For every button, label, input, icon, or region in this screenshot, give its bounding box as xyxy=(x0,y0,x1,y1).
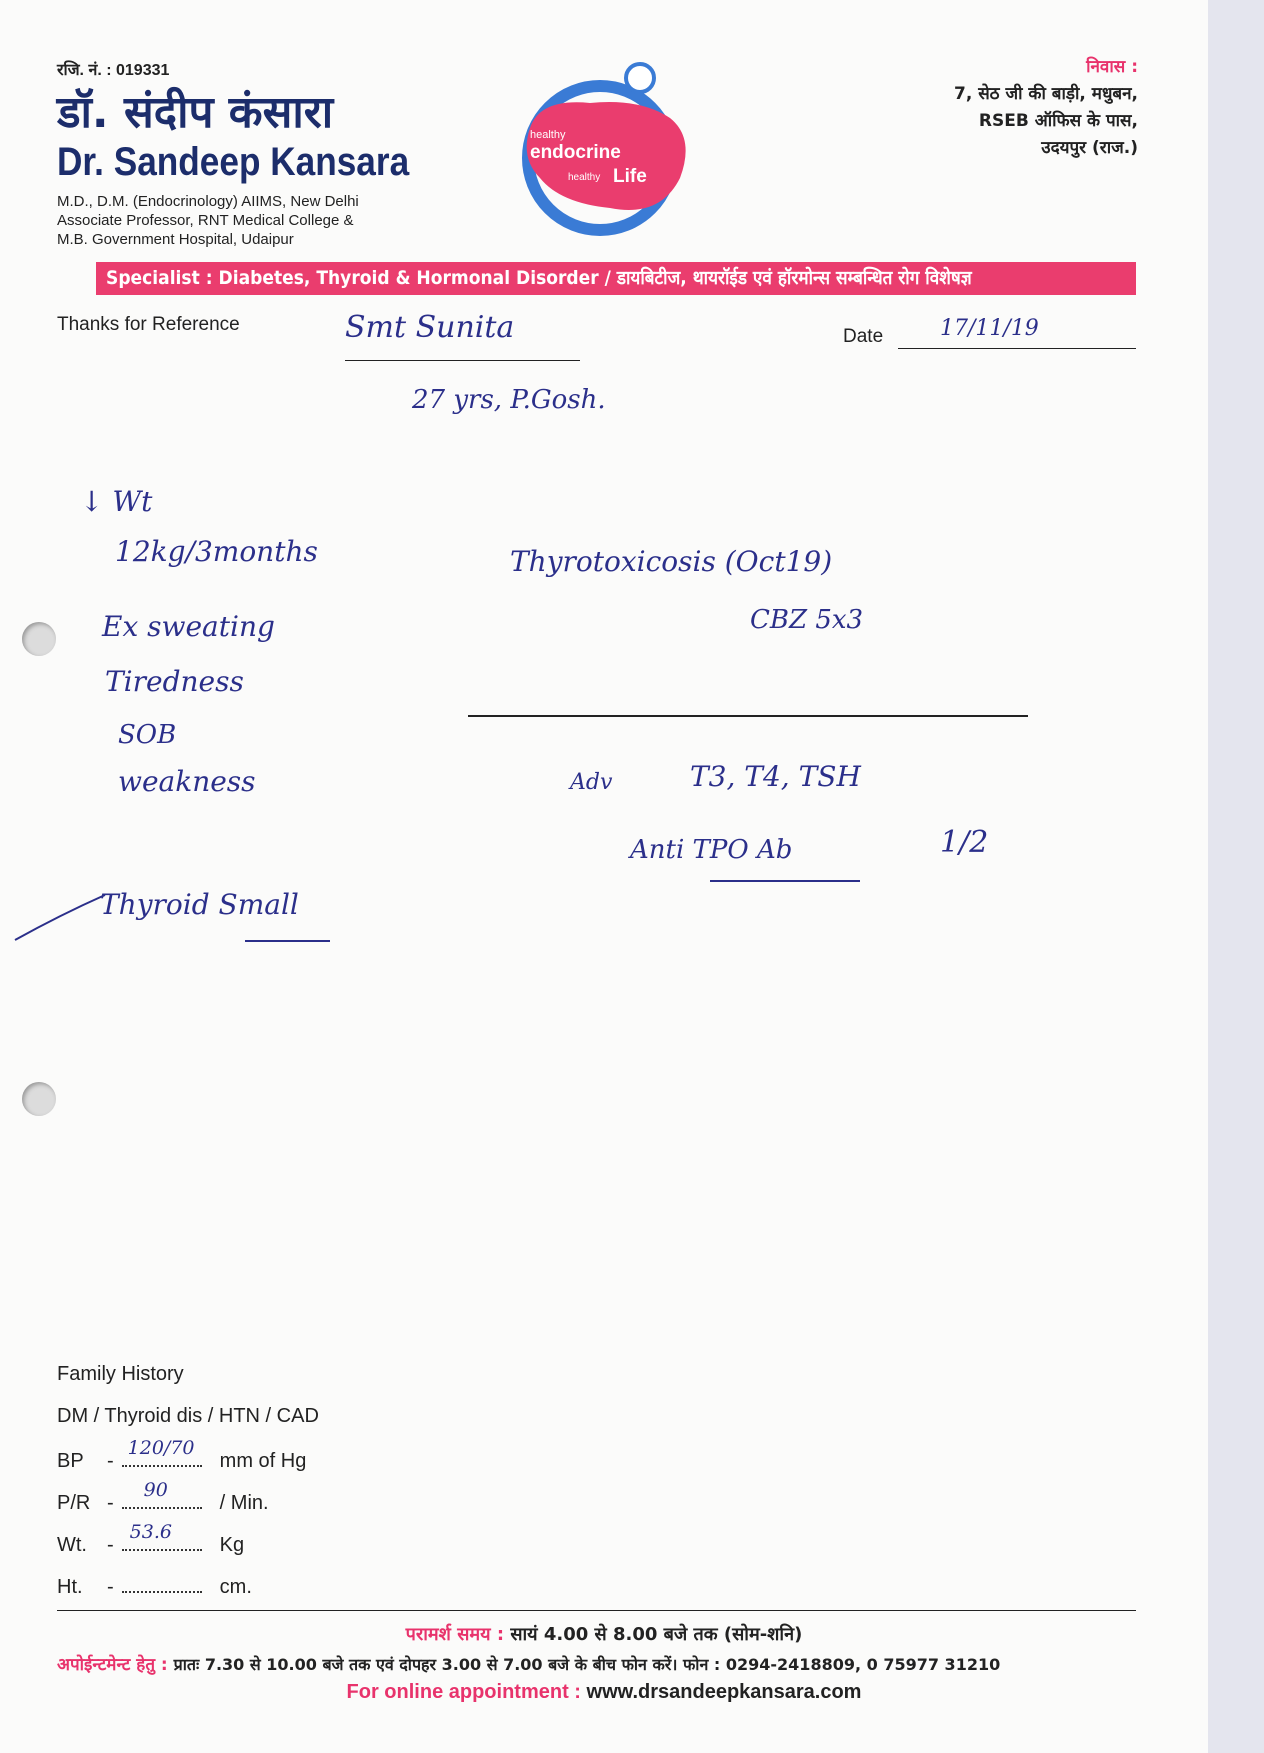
thanks-label: Thanks for Reference xyxy=(57,314,240,335)
family-history-title: Family History xyxy=(57,1363,184,1385)
date-label: Date xyxy=(843,326,884,347)
advice-more: Anti TPO Ab xyxy=(630,835,793,865)
thyroid-underline xyxy=(245,940,330,942)
treatment: CBZ 5x3 xyxy=(750,605,864,635)
online-label: For online appointment : xyxy=(346,1681,581,1703)
footer-rule xyxy=(57,1610,1136,1611)
punch-hole xyxy=(22,1082,56,1116)
logo-text: healthy xyxy=(530,129,566,141)
appointment-text: प्रातः 7.30 से 10.00 बजे तक एवं दोपहर 3.00 से 7.00 बजे के बीच फोन करें। फोन : 0294-2418809, 0 75977 31210 xyxy=(173,1655,1001,1674)
address-line: RSEB ऑफिस के पास, xyxy=(978,111,1138,131)
appointment-label: अपोईन्टमेन्ट हेतु : xyxy=(57,1655,168,1675)
website-link[interactable]: www.drsandeepkansara.com xyxy=(586,1681,862,1703)
complaint-tiredness: Tiredness xyxy=(105,665,244,698)
vital-value: 53.6 xyxy=(129,1521,172,1543)
date-value: 17/11/19 xyxy=(940,316,1039,341)
banner-text: Specialist : Diabetes, Thyroid & Hormonal Disorder / डायबिटीज, थायरॉईड एवं हॉरमोन्स सम्बन्धित रोग विशेषज्ञ xyxy=(106,267,972,289)
referred-name: Smt Sunita xyxy=(345,310,515,345)
qualifications xyxy=(57,192,359,249)
qualification-line: Associate Professor, RNT Medical College & xyxy=(57,212,354,229)
advice-underline xyxy=(710,880,860,882)
advice-label: Adv xyxy=(570,770,613,795)
vital-unit: mm of Hg xyxy=(219,1450,307,1472)
family-history-conditions: DM / Thyroid dis / HTN / CAD xyxy=(57,1405,319,1427)
vital-weight: Wt. - 53.6 Kg xyxy=(57,1521,245,1556)
signature: 1/2 xyxy=(940,825,989,860)
complaint-weight-loss: ↓ Wt xyxy=(80,485,153,518)
vital-pr: P/R - 90 / Min. xyxy=(57,1479,269,1514)
qualification-line: M.B. Government Hospital, Udaipur xyxy=(57,231,294,248)
diagnosis: Thyrotoxicosis (Oct19) xyxy=(510,545,833,578)
appointment-info xyxy=(57,1652,1000,1675)
vital-height: Ht. - cm. xyxy=(57,1576,252,1598)
vital-label: BP xyxy=(57,1450,84,1472)
online-appointment xyxy=(0,1681,1208,1704)
address-line: 7, सेठ जी की बाड़ी, मधुबन, xyxy=(953,84,1138,104)
complaint-sob: SOB xyxy=(118,720,177,750)
endocrine-logo xyxy=(520,58,690,238)
vital-value: 120/70 xyxy=(127,1437,195,1459)
logo-text: healthy xyxy=(568,172,601,183)
diagnosis-divider xyxy=(468,715,1028,717)
vital-bp: BP - 120/70 mm of Hg xyxy=(57,1437,307,1472)
consult-time-text: सायं 4.00 से 8.00 बजे तक (सोम-शनि) xyxy=(510,1624,803,1645)
vital-value: 90 xyxy=(143,1479,168,1501)
consult-time xyxy=(0,1622,1208,1646)
consult-label: परामर्श समय : xyxy=(405,1624,505,1645)
doctor-name-english: Dr. Sandeep Kansara xyxy=(57,140,410,184)
margin-stroke xyxy=(10,890,110,950)
address-line: उदयपुर (राज.) xyxy=(1041,138,1138,158)
complaint-weakness: weakness xyxy=(118,765,256,798)
date-line xyxy=(898,348,1136,349)
registration-number: रजि. नं. : 019331 xyxy=(57,62,170,79)
vital-unit: / Min. xyxy=(219,1492,269,1514)
complaint-weight-detail: 12kg/3months xyxy=(115,535,318,568)
advice-tests: T3, T4, TSH xyxy=(690,760,861,793)
vital-label: P/R xyxy=(57,1492,91,1514)
name-underline xyxy=(345,360,580,361)
punch-hole xyxy=(22,622,56,656)
vital-unit: Kg xyxy=(219,1534,245,1556)
qualification-line: M.D., D.M. (Endocrinology) AIIMS, New Delhi xyxy=(57,193,359,210)
vital-label: Wt. xyxy=(57,1534,87,1556)
vital-unit: cm. xyxy=(219,1576,252,1598)
doctor-name-hindi: डॉ. संदीप कंसारा xyxy=(57,87,334,138)
page-edge xyxy=(1208,0,1264,1753)
thyroid-small-note: Thyroid Small xyxy=(100,888,299,921)
logo-text: Life xyxy=(613,166,647,187)
specialist-banner xyxy=(96,262,1136,295)
complaint-sweating: Ex sweating xyxy=(102,610,275,643)
logo-text: endocrine xyxy=(530,142,621,163)
residence-address xyxy=(954,54,1138,162)
vital-label: Ht. xyxy=(57,1576,83,1598)
residence-label: निवास : xyxy=(1086,57,1138,77)
patient-info: 27 yrs, P.Gosh. xyxy=(412,385,606,415)
